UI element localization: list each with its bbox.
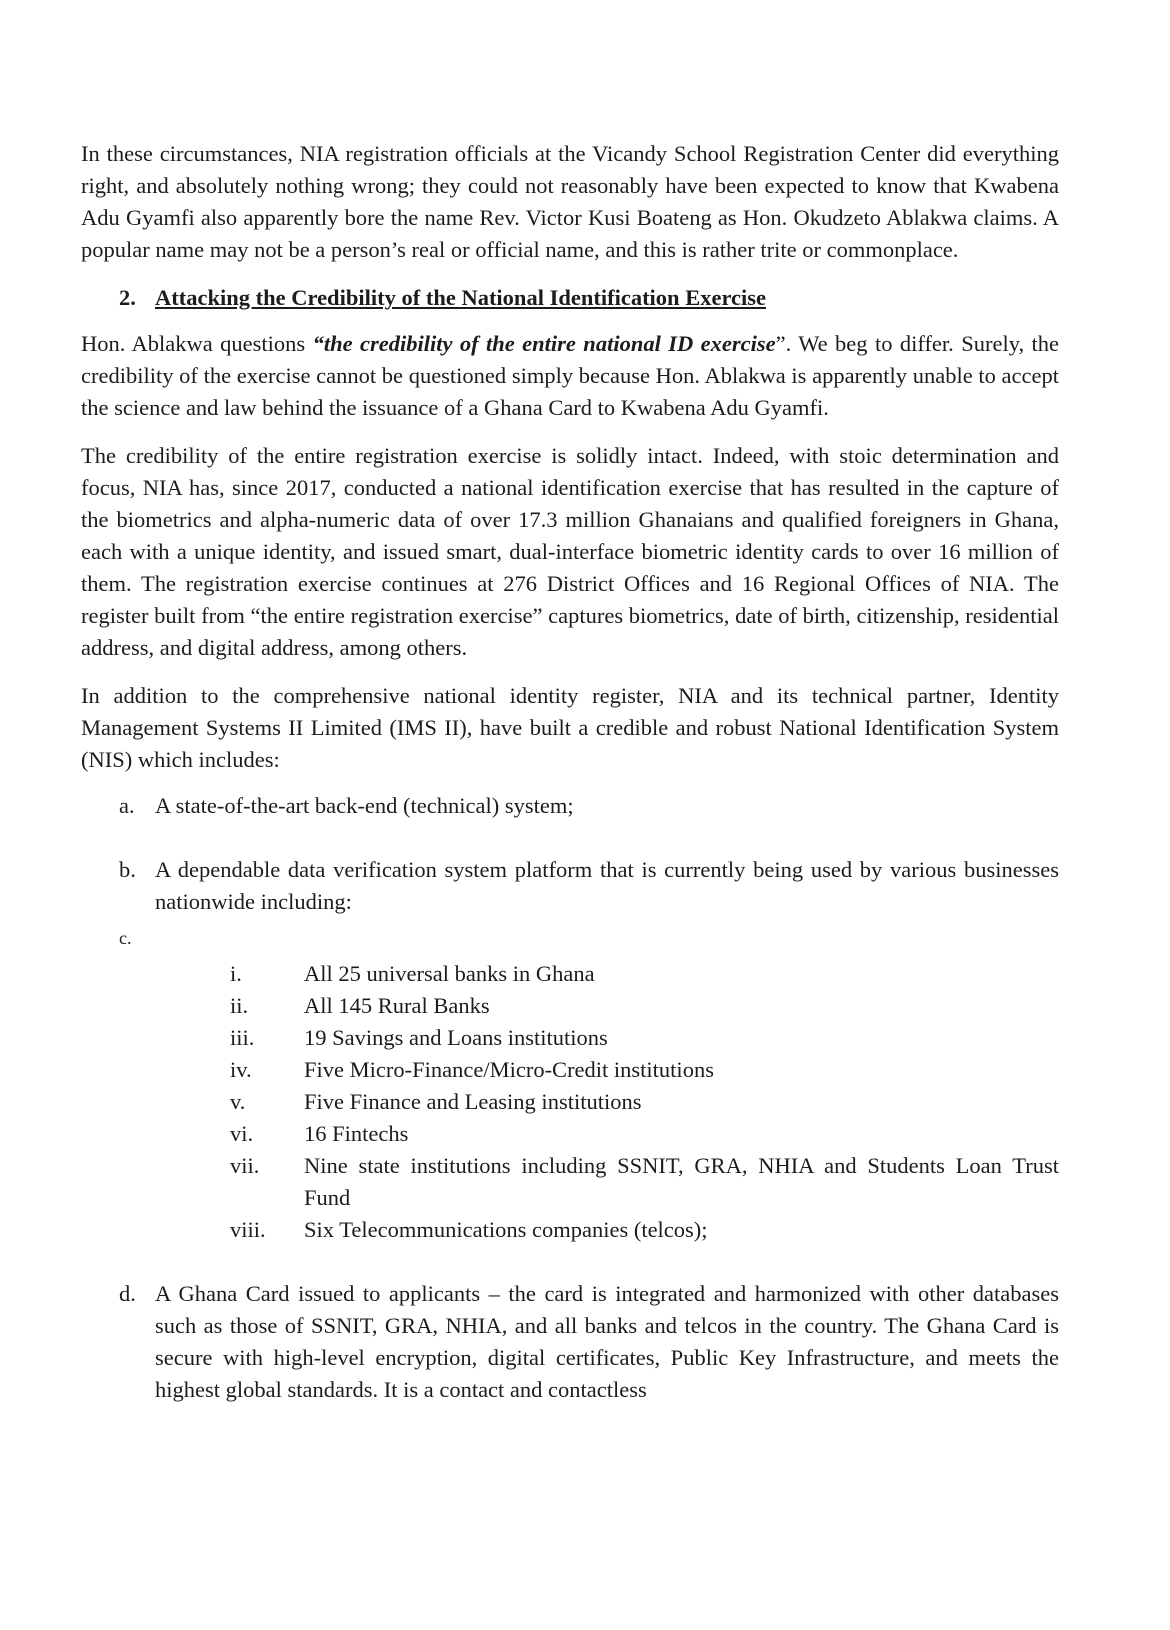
list-item-text: All 145 Rural Banks [304,993,490,1018]
section-heading [119,282,1059,314]
paragraph-credibility-question [81,328,1059,424]
paragraph-text-rest: ”. We beg to differ. Surely, the credibility of the exercise cannot be questioned simply because Hon. Ablakwa is apparently unable to accept the science and law behind the issuance of a Ghana Card to Kwabena Adu Gyamfi. [81,331,1060,420]
paragraph-circumstances: In these circumstances, NIA registration officials at the Vicandy School Registration Center did everything right, and absolutely nothing wrong; they could not reasonably have been expected to know that Kwabena Adu Gyamfi also apparently bore the name Rev. Victor Kusi Boateng as Hon. Okudzeto Ablakwa claims. A popular name may not be a person’s real or official name, and this is rather trite or commonplace. [81,141,1059,262]
list-marker: b. [119,857,136,882]
list-item-text: A Ghana Card issued to applicants – the card is integrated and harmonized with other databases such as those of SSNIT, GRA, NHIA, and all banks and telcos in the country. The Ghana Card is secure with high-level encryption, digital certificates, Public Key Infrastructure, and meets the highest global standards. It is a contact and contactless [155,1281,1059,1402]
list-marker: viii. [230,1217,266,1242]
list-item-b [119,854,1059,918]
list-item-text [155,926,1059,950]
list-marker: v. [230,1089,246,1114]
list-marker: ii. [230,993,249,1018]
quoted-phrase: “the credibility of the entire national ID exercise [312,331,776,356]
section-title: Attacking the Credibility of the National Identification Exercise [155,285,767,310]
paragraph-registration-intact: The credibility of the entire registration exercise is solidly intact. Indeed, with stoic determination and focus, NIA has, since 2017, conducted a national identification exercise that has resulted in the capture of the biometrics and alpha-numeric data of over 17.3 million Ghanaians and qualified foreigners in Ghana, each with a unique identity, and issued smart, dual-interface biometric identity cards to over 16 million of them. The registration exercise continues at 276 District Offices and 16 Regional Offices of NIA. The register built from “the entire registration exercise” captures biometrics, date of birth, citizenship, residential address, and digital address, among others. [81,443,1059,660]
list-item-text: Six Telecommunications companies (telcos); [304,1217,708,1242]
list-marker: d. [119,1281,136,1306]
paragraph-nis-intro: In addition to the comprehensive national identity register, NIA and its technical partner, Identity Management Systems II Limited (IMS II), have built a credible and robust National Identification System (NIS) which includes: [81,683,1059,772]
roman-list [230,958,1059,1246]
document-page [81,138,1059,1406]
section-number: 2. [119,285,136,310]
list-marker: vi. [230,1121,254,1146]
list-marker: iii. [230,1025,255,1050]
list-marker: c. [119,928,132,948]
list-item-a [119,790,1059,822]
list-item [230,1214,1059,1246]
paragraph-text-lead: Hon. Ablakwa questions [81,331,313,356]
list-item-text: Five Micro-Finance/Micro-Credit institutions [304,1057,714,1082]
list-item-text: All 25 universal banks in Ghana [304,961,595,986]
list-item-text: Nine state institutions including SSNIT, GRA, NHIA and Students Loan Trust Fund [304,1153,1059,1210]
list-item-text: Five Finance and Leasing institutions [304,1089,642,1114]
list-item [230,1118,1059,1150]
list-marker: a. [119,793,135,818]
list-item-text: 19 Savings and Loans institutions [304,1025,608,1050]
list-item [230,1022,1059,1054]
list-item [230,958,1059,990]
list-marker: vii. [230,1153,260,1178]
list-item-text: A dependable data verification system platform that is currently being used by various businesses nationwide including: [155,857,1059,914]
list-item [230,1054,1059,1086]
list-item [230,1086,1059,1118]
list-item-text: 16 Fintechs [304,1121,409,1146]
list-item-d [119,1278,1059,1406]
list-marker: i. [230,961,242,986]
list-item-text: A state-of-the-art back-end (technical) system; [155,793,574,818]
list-item-c [119,926,1059,950]
list-item [230,1150,1059,1214]
list-marker: iv. [230,1057,252,1082]
list-item [230,990,1059,1022]
